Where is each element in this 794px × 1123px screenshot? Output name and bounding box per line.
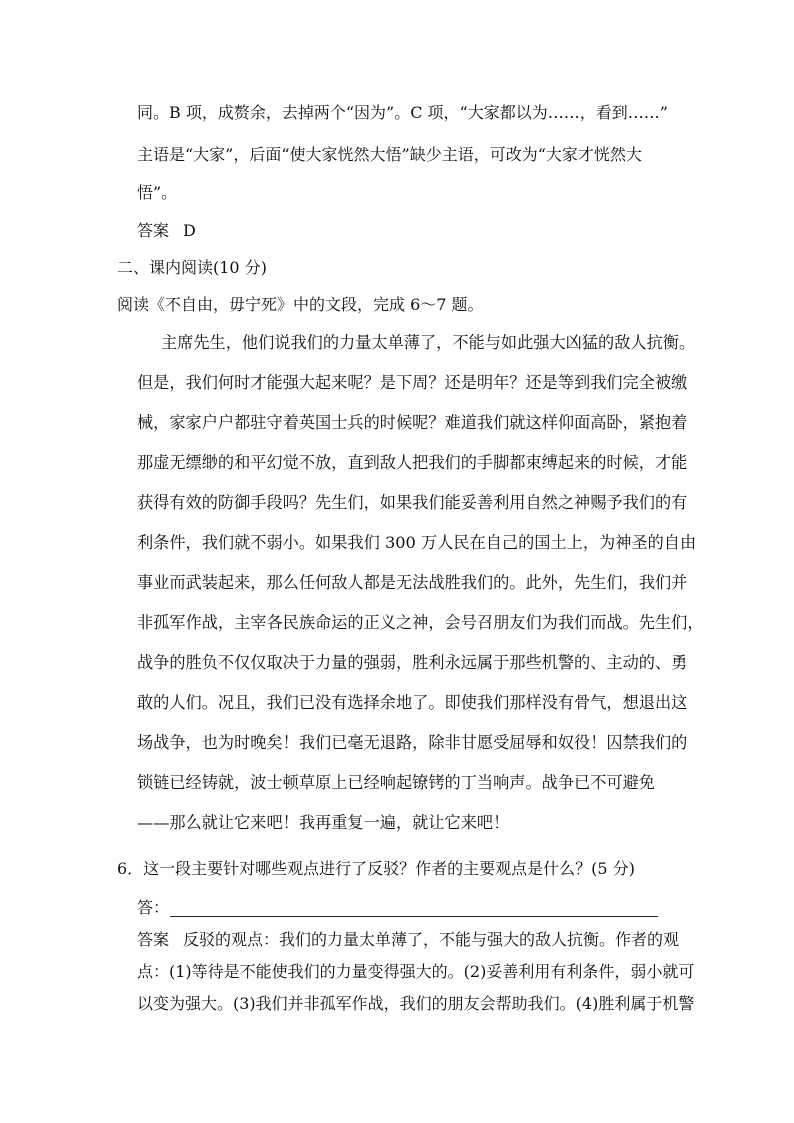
passage-line: 锁链已经铸就，波士顿草原上已经响起镣铐的丁当响声。战争已不可避免 <box>137 773 655 792</box>
section-heading: 二、课内阅读(10 分) <box>117 258 267 277</box>
answer-row-2 <box>137 930 679 950</box>
passage-line: 主席先生，他们说我们的力量太单薄了，不能与如此强大凶猛的敌人抗衡。 <box>161 333 696 352</box>
passage-line: 械，家家户户都驻守着英国士兵的时候呢？难道我们就这样仰面高卧，紧抱着 <box>137 413 688 432</box>
passage-line: 利条件，我们就不弱小。如果我们 300 万人民在自己的国土上，为神圣的自由 <box>137 533 697 552</box>
answer-line-2: 点：(1)等待是不能使我们的力量变得强大的。(2)妥善利用有利条件，弱小就可 <box>137 962 695 981</box>
passage-line: 战争的胜负不仅仅取决于力量的强弱，胜利永远属于那些机警的、主动的、勇 <box>137 653 688 672</box>
passage-line: 获得有效的防御手段吗？先生们，如果我们能妥善利用自然之神赐予我们的有 <box>137 493 688 512</box>
explanation-line-3: 悟”。 <box>137 183 178 202</box>
reading-instruction: 阅读《不自由，毋宁死》中的文段，完成 6～7 题。 <box>117 295 484 314</box>
passage-line: ——那么就让它来吧！我再重复一遍，就让它来吧！ <box>137 813 510 832</box>
answer-label: 答案 <box>137 221 170 240</box>
answer-text: 反驳的观点：我们的力量太单薄了，不能与强大的敌人抗衡。作者的观 <box>183 930 680 949</box>
answer-label: 答案 <box>137 930 170 949</box>
passage-line: 那虚无缥缈的和平幻觉不放，直到敌人把我们的手脚都束缚起来的时候，才能 <box>137 453 688 472</box>
passage-line: 敢的人们。况且，我们已没有选择余地了。即使我们那样没有骨气，想退出这 <box>137 693 688 712</box>
answer-line-3: 以变为强大。(3)我们并非孤军作战，我们的朋友会帮助我们。(4)胜利属于机警 <box>137 994 695 1013</box>
answer-row-1 <box>137 221 196 241</box>
passage-line: 但是，我们何时才能强大起来呢？是下周？还是明年？还是等到我们完全被缴 <box>137 373 688 392</box>
passage-line: 事业而武装起来，那么任何敌人都是无法战胜我们的。此外，先生们，我们并 <box>137 573 688 592</box>
answer-value: D <box>183 221 196 240</box>
answer-prompt: 答： <box>137 898 170 917</box>
question-6: 6．这一段主要针对哪些观点进行了反驳？作者的主要观点是什么？(5 分) <box>117 859 635 878</box>
answer-blank-line[interactable] <box>170 916 658 917</box>
passage-line: 场战争，也为时晚矣！我们已毫无退路，除非甘愿受屈辱和奴役！囚禁我们的 <box>137 733 688 752</box>
explanation-line-2: 主语是“大家”，后面“使大家恍然大悟”缺少主语，可改为“大家才恍然大 <box>137 145 642 164</box>
passage-line: 非孤军作战，主宰各民族命运的正义之神，会号召朋友们为我们而战。先生们， <box>137 613 704 632</box>
explanation-line-1: 同。B 项，成赘余，去掉两个“因为”。C 项，“大家都以为……，看到……” <box>137 103 668 122</box>
